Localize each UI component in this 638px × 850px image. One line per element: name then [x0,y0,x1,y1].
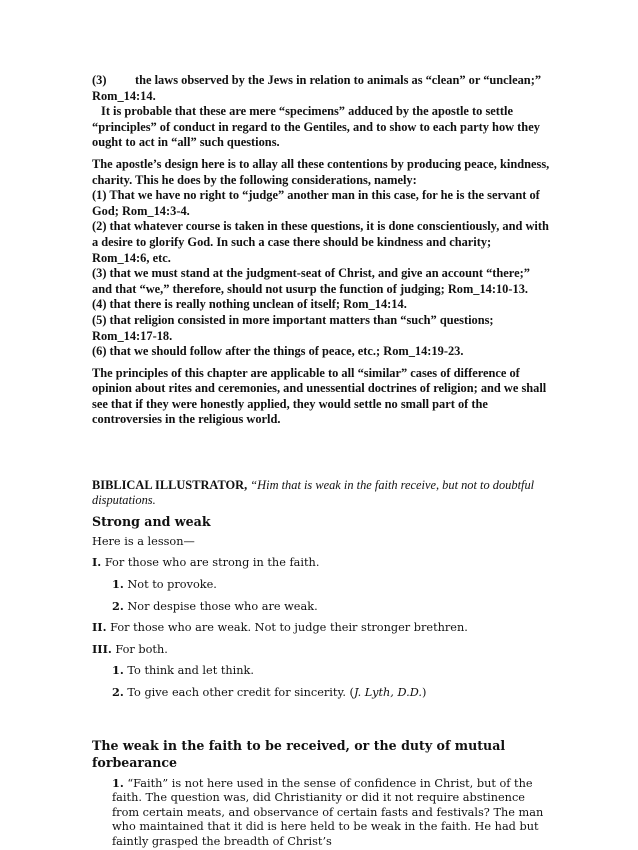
point-i-1-number: 1. [112,577,124,592]
lesson-intro: Here is a lesson— [92,534,195,548]
probable-paragraph: It is probable that these are mere “specimens” adduced by the apostle to settle “principles” of conduct in regard to the Gentiles, and to show to each party how they ought to act in “all” such questions. [92,104,540,150]
point-ii [92,620,550,636]
point-iii-1-number: 1. [112,663,124,678]
consideration-3: (3) that we must stand at the judgment-seat of Christ, and give an account “there;” and that “we,” therefore, should not usurp the function of judging; Rom_14:10-13. [92,266,530,296]
item-3-text: the laws observed by the Jews in relation to animals as “clean” or “unclean;” [135,73,542,87]
heading-strong-and-weak: Strong and weak [92,513,211,529]
paragraph-1-text: “Faith” is not here used in the sense of confidence in Christ, but of the faith. The question was, did Christianity or did it not require abstinence from certain meats, and observance of certain fasts and festivals? The man who maintained that it did is here held to be weak in the faith. He had but faintly grasped the breadth of Christ’s [112,776,544,848]
point-iii-1 [92,663,550,679]
paragraph-1-number: 1. [112,775,124,790]
item-3-number: (3) [92,73,107,87]
point-i [92,555,550,571]
design-paragraph: The apostle’s design here is to allay all these contentions by producing peace, kindness, charity. This he does by the following considerations, namely: [92,156,550,187]
author-citation: J. Lyth, D.D. [353,686,422,700]
commentary-section [92,73,550,428]
point-iii-1-text: To think and let think. [127,664,254,678]
point-i-2 [92,599,550,615]
consideration-6: (6) that we should follow after the things of peace, etc.; Rom_14:19-23. [92,344,464,359]
point-iii-2-text: To give each other credit for sincerity. ( [127,686,354,700]
illustrator-label: BIBLICAL ILLUSTRATOR, [92,478,248,493]
point-iii-2-number: 2. [112,685,124,700]
point-ii-text: For those who are weak. Not to judge their stronger brethren. [110,621,468,635]
heading-mutual-forbearance: The weak in the faith to be received, or the duty of mutual forbearance [92,737,506,770]
point-iii-text: For both. [115,642,168,656]
illustrator-heading [92,478,550,509]
point-ii-number: II. [92,620,107,635]
point-i-2-number: 2. [112,598,124,613]
point-i-text: For those who are strong in the faith. [104,556,320,570]
point-i-1-text: Not to provoke. [127,578,217,592]
point-i-1 [92,577,550,593]
point-iii-number: III. [92,641,112,656]
item-3 [92,73,550,89]
consideration-5: (5) that religion consisted in more important matters than “such” questions; Rom_14:17-18. [92,312,494,343]
item-3-ref: Rom_14:14. [92,88,156,103]
consideration-1: (1) That we have no right to “judge” another man in this case, for he is the servant of God; Rom_14:3-4. [92,188,540,218]
point-i-2-text: Nor despise those who are weak. [127,599,318,613]
consideration-2: (2) that whatever course is taken in these questions, it is done conscientiously, and with a desire to glorify God. In such a case there should be kindness and charity; Rom_14:6, etc. [92,219,549,265]
principles-paragraph: The principles of this chapter are applicable to all “similar” cases of difference of opinion about rites and ceremonies, and unessential doctrines of religion; and we shall see that if they were honestly applied, they would settle no small part of the controversies in the religious world. [92,365,547,427]
section-gap [92,428,550,478]
point-iii-2 [92,685,550,701]
illustrator-section [92,478,550,850]
point-i-number: I. [92,555,102,570]
spacer [92,707,550,733]
author-close: ) [421,686,427,700]
point-iii [92,642,550,658]
consideration-4: (4) that there is really nothing unclean of itself; Rom_14:14. [92,297,407,312]
paragraph-1 [92,776,550,850]
illustrator-quote: “Him that is weak in the faith receive, but not to doubtful disputations. [92,478,535,508]
